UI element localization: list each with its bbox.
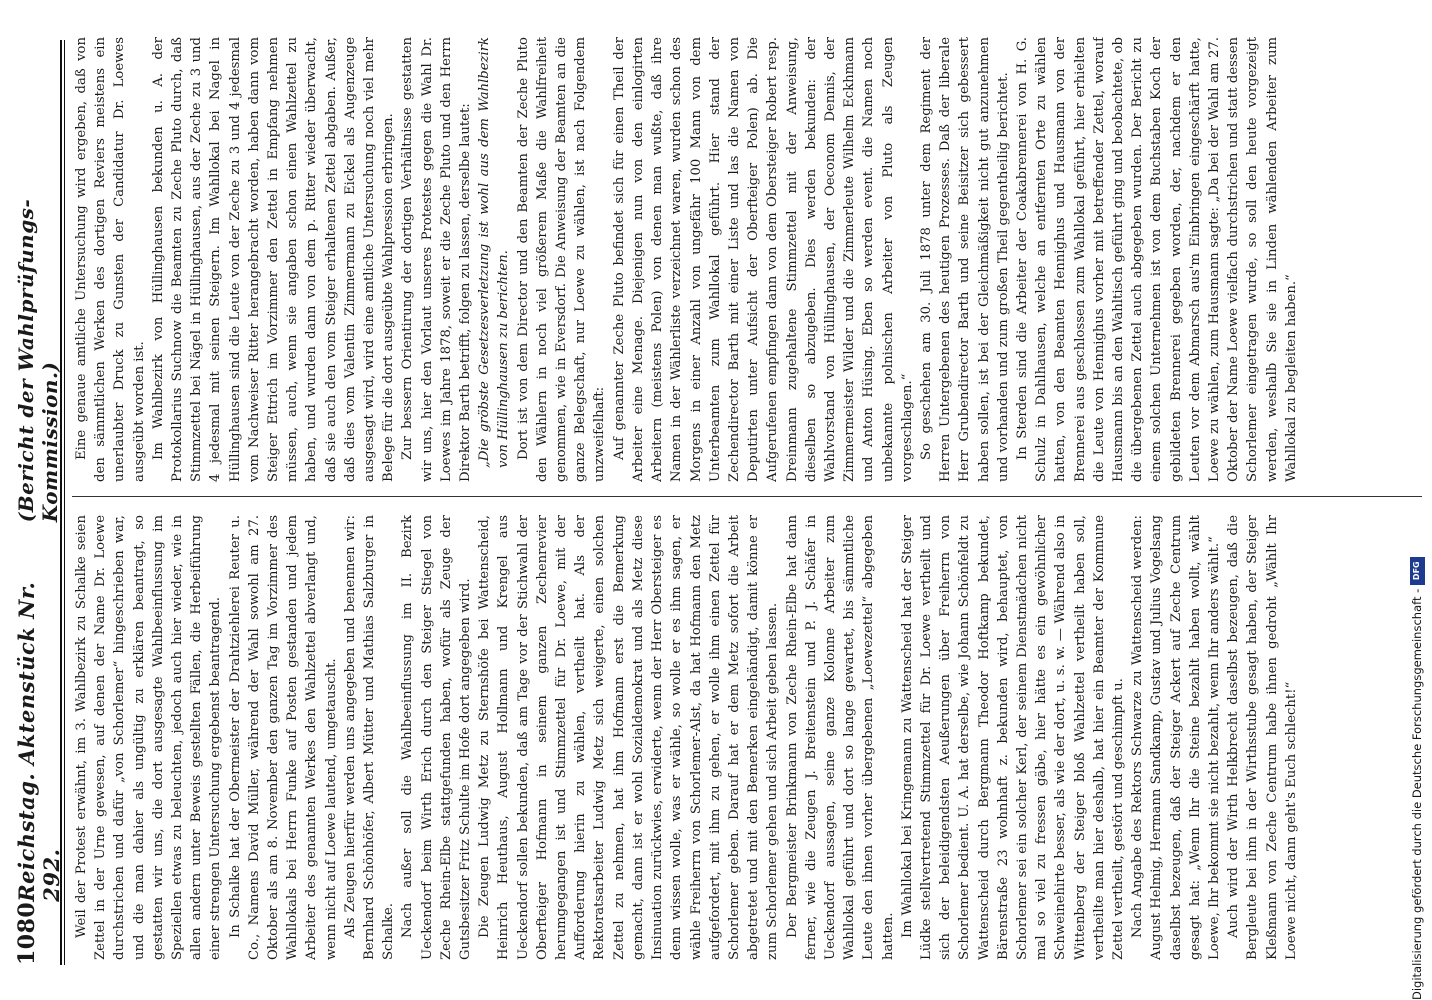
page-header xyxy=(14,40,64,965)
right-column-paragraph: In Sterden sind die Arbeiter der Coakabrennerei von H. G. Schulz in Dahlhausen, welche an entfernten Orte zu wählen hatten, von den Beamten Hennighus und Hausmann von der Brennerei aus geschlossen zum Wahllokal geführt, hier erhielten die Leute von Hennighus vorher mit betreffender Zettel, worauf Hausmann bis an den Wahltisch geführt ging und beobachtete, ob die übergebenen Zettel auch abgegeben wurden. Der Bericht zu einem solchen Unternehmen ist von dem Buchstaben Koch der gebildeten Brennerei gegeben worden, der, nachdem er den Leuten vor dem Abmarsch aus'm Einbringen eingeschärft hatte, Loewe zu wählen, zum Hausmann sagte: „Da bei der Wahl am 27. Oktober der Name Loewe vielfach durchstrichen und statt dessen Schorlemer eingetragen wurde, so soll den heute vorgezeigt werden, weshalb Sie sie in Linden wählenden Arbeiter zum Wahllokal zu begleiten haben.“ xyxy=(1014,37,1299,482)
left-column-paragraph: Auch wird der Wirth Helkbrecht daselbst bezeugen, daß die Bergleute bei ihm in der Wirthsstube gesagt haben, der Steiger Kleßmann von Zeche Centrum habe ihnen gedroht „Wählt Ihr Loewe nicht, dann geht's Euch schlecht!“ xyxy=(1226,515,1299,960)
left-column-paragraph: Weil der Protest erwähnt, im 3. Wahlbezirk zu Schalke seien Zettel in der Urne gewesen, auf denen der Name Dr. Loewe durchstrichen und dafür „von Schorlemer“ hingeschrieben war, und die man dahier als ungültig zu erklären beantragt, so gestatten wir uns, die dort ausgesagte Wahlbeeinflussung im Speziellen etwas zu beleuchten, jedoch auch hier wieder, wie in allen andern unter Beweis gestellten Fällen, die Herbeiführung einer strengen Untersuchung ergebenst beantragend. xyxy=(74,515,224,960)
right-column-paragraph: Im Wahlbezirk von Hüllinghausen bekunden u. A. der Protokollarius Suchnow die Beamten zu Zeche Pluto durch, daß Stimmzettel bei Nägel in Hüllinghausen, aus der Zeche zu 3 und 4 jedesmal mit seinen Steigern. Im Wahllokal bei Nagel in Hüllinghausen sind die Leute von der Zeche zu 3 und 4 jedesmal vom Nachweiser Ritter herangebracht worden, haben dann vom Steiger Ettrich im Vorzimmer den Zettel in Empfang nehmen müssen, auch, wenn sie angaben schon einen Wahlzettel zu haben, und wurden dann von dem p. Ritter wieder überwacht, daß sie auch den vom Steiger erhaltenen Zettel abgaben. Außer, daß dies vom Valentin Zimmermann zu Eickel als Augenzeuge ausgesagt wird, wird eine amtliche Untersuchung noch viel mehr Belege für die dort ausgeübte Wahlpression erbringen. xyxy=(150,37,397,482)
left-column xyxy=(72,515,1402,960)
right-column-paragraph: Eine genaue amtliche Untersuchung wird ergeben, daß von den sämmtlichen Werken des dortigen Reviers meistens ein unerlaubter Druck zu Gunsten der Candidatur Dr. Loewes ausgeübt worden ist. xyxy=(74,37,147,482)
page-number: 1080 xyxy=(14,901,40,965)
footer-text: Digitalisierung gefördert durch die Deutsche Forschungsgemeinschaft - xyxy=(1410,588,1424,1000)
left-column-paragraph: Nach außer soll die Wahlbeeinflussung im II. Bezirk Ueckendorf beim Wirth Erich durch den Steiger Stiegel von Zeche Rhein-Elbe stattgefunden haben, wofür als Zeuge der Gutsbesitzer Fritz Schulte im Hofe dort angegeben wird. xyxy=(400,515,474,960)
column-divider xyxy=(72,496,1422,497)
left-column-paragraph: Im Wahllokal bei Kringemann zu Wattenscheid hat der Steiger Lüdke stellvertretend Stimmzettel für Dr. Loewe vertheilt und sich der beleidigendsten Aeußerungen über Freiherrn von Schorlemer bedient. U. A. hat derselbe, wie Johann Schönfeldt zu Wattenscheid durch Bergmann Theodor Hoftkamp bekundet, Bärenstraße 23 wohnhaft z. bekunden wird, behauptet, von Schorlemer sei ein solcher Kerl, der seinem Dienstmädchen nicht mal so viel zu fressen gäbe, hier hätte es ein gewöhnlicher Schweinehirte besser, als wie der dort, u. s. w. — Während also in Wittenberg der Steiger bloß Wahlzettel vertheilt haben soll, vertheilte man hier deshalb, hat hier ein Beamter der Kommune Zettel vertheilt, gestört und geschimpft u. xyxy=(899,515,1126,960)
left-column-paragraph: Nach Angabe des Rektors Schwarze zu Wattenscheid werden: August Helmig, Hermann Sandkamp, Gustav und Julius Vogelsang daselbst bezeugen, daß der Steiger Ackert auf Zeche Centrum gesagt hat: „Wenn Ihr die Steine bezahlt haben wollt, wählt Loewe, Ihr bekommt sie nicht bezahlt, wenn Ihr anders wählt.“ xyxy=(1130,515,1222,960)
left-column-paragraph: Die Zeugen Ludwig Metz zu Sternshöfe bei Wattenscheid, Heinrich Heuthaus, August Hollmann und Krengel aus Ueckendorf sollen bekunden, daß am Tage vor der Stichwahl der Oberfteiger Hofmann in seinem ganzen Zechenrevier herumgegangen ist und Stimmzettel für Dr. Loewe, mit der Aufforderung hierin zu wählen, vertheilt hat. Als der Rektoratsarbeiter Ludwig Metz sich weigerte, einen solchen Zettel zu nehmen, hat ihm Hofmann erst die Bemerkung gemacht, dann ist er wohl Sozialdemokrat und als Metz diese Insinuation zurückwies, erwiderte, wenn der Herr Obersteiger es denn wissen wolle, was er wähle, so wolle er es ihm sagen, er wähle Freiherrn von Schorlemer-Alst, da hat Hofmann den Metz aufgefordert, mit ihm zu gehen, er wolle ihm einen Zettel für Schorlemer geben. Darauf hat er dem Metz sofort die Arbeit abgetretet und mit den Bemerken eingehändigt, damit könne er zum Schorlemer gehen und sich Arbeit geben lassen. xyxy=(477,515,781,960)
right-column-paragraph: Dort ist von dem Director und den Beamten der Zeche Pluto den Wählern in noch viel größerem Maße die Wahlfreiheit genommen, wie in Eversdorf. Die Anweisung der Beamten an die ganze Belegschaft, nur Loewe zu wählen, ist nach Folgendem unzweifelhaft: xyxy=(515,37,608,482)
right-column-paragraph: „Die gröbste Gesetzesverletzung ist wohl aus dem Wahlbezirk von Hüllinghausen zu berichten. xyxy=(477,37,512,468)
right-column-paragraph: So geschehen am 30. Juli 1878 unter dem Regiment der Herren Untergebenen des heutigen Prozesses. Daß der liberale Herr Grubendirector Barth und seine Beisitzer sich gebessert haben sollen, ist bei der Gleichmäßigkeit nicht gut anzunehmen und vorhanden und zum großen Theil gegentheilig berichtet. xyxy=(918,37,1011,482)
header-title: Reichstag. Aktenstück Nr. 292. xyxy=(14,581,64,902)
right-column-paragraph: Auf genannter Zeche Pluto befindet sich für einen Theil der Arbeiter eine Menage. Diejenigen nun von den einlogirten Arbeitern (meistens Polen) von denen man wußte, daß ihre Namen in der Wählerliste verzeichnet waren, wurden schon des Morgens in einer Anzahl von ungefähr 100 Mann von dem Unterbeamten zum Wahllokal geführt. Hier stand der Zechendirector Barth mit einer Liste und las die Namen von Deputirten unter Aufsicht der Oberfteiger Polen) ab. Die Aufgerufenen empfingen dann von dem Obersteiger Robert resp. Dreinmann zugehaltene Stimmzettel mit der Anweisung, dieselben so abzugeben. Dies werden bekunden: der Wahlvorstand von Hüllinghausen, der Oeconom Dennis, der Zimmermeister Wilder und die Zimmerleute Wilhelm Eckhmann und Anton Hüsing. Eben so werden event. die Namen noch unbekannte polnischen Arbeiter von Pluto als Zeugen vorgeschlagen.“ xyxy=(611,37,915,482)
header-rule xyxy=(60,40,65,965)
digitization-footer xyxy=(1407,0,1427,1000)
right-column xyxy=(72,37,1402,482)
right-column-paragraph: Zur bessern Orientirung der dortigen Verhältnisse gestatten wir uns, hier den Vorlaut unseres Protestes gegen die Wahl Dr. Loewes im Jahre 1878, soweit er die Zeche Pluto und den Herrn Direktor Barth betrifft, folgen zu lassen, derselbe lautet: xyxy=(400,37,474,482)
dfg-logo-icon: DFG xyxy=(1410,557,1425,585)
left-column-paragraph: In Schalke hat der Obermeister der Drahtziehlerei Reuter u. Co., Namens David Müller, während der Wahl sowohl am 27. Oktober als am 8. November den ganzen Tag im Vorzimmer des Wahllokals bei Herrn Funke auf Posten gestanden und jedem Arbeiter des genannten Werkes den Wahlzettel abverlangt und, wenn nicht auf Loewe lautend, umgetauscht. xyxy=(227,515,339,960)
left-column-paragraph: Der Bergmeister Brinkmann von Zeche Rhein-Elbe hat dann ferner, wie die Zeugen J. Breitenstein und P. J. Schäfer in Ueckendorf aussagen, seine ganze Kolonne Arbeiter zum Wahllokal geführt und dort so lange gewartet, bis sämmtliche Leute den ihnen vorher übergebenen „Loewezettel“ abgegeben hatten. xyxy=(784,515,896,960)
header-section: (Bericht der Wahlprüfungs-Kommission.) xyxy=(14,198,62,523)
left-column-paragraph: Als Zeugen hierfür werden uns angegeben und benennen wir: Bernhard Schönhöfer, Albert Mütter und Mathias Salzburger in Schalke. xyxy=(342,515,397,960)
